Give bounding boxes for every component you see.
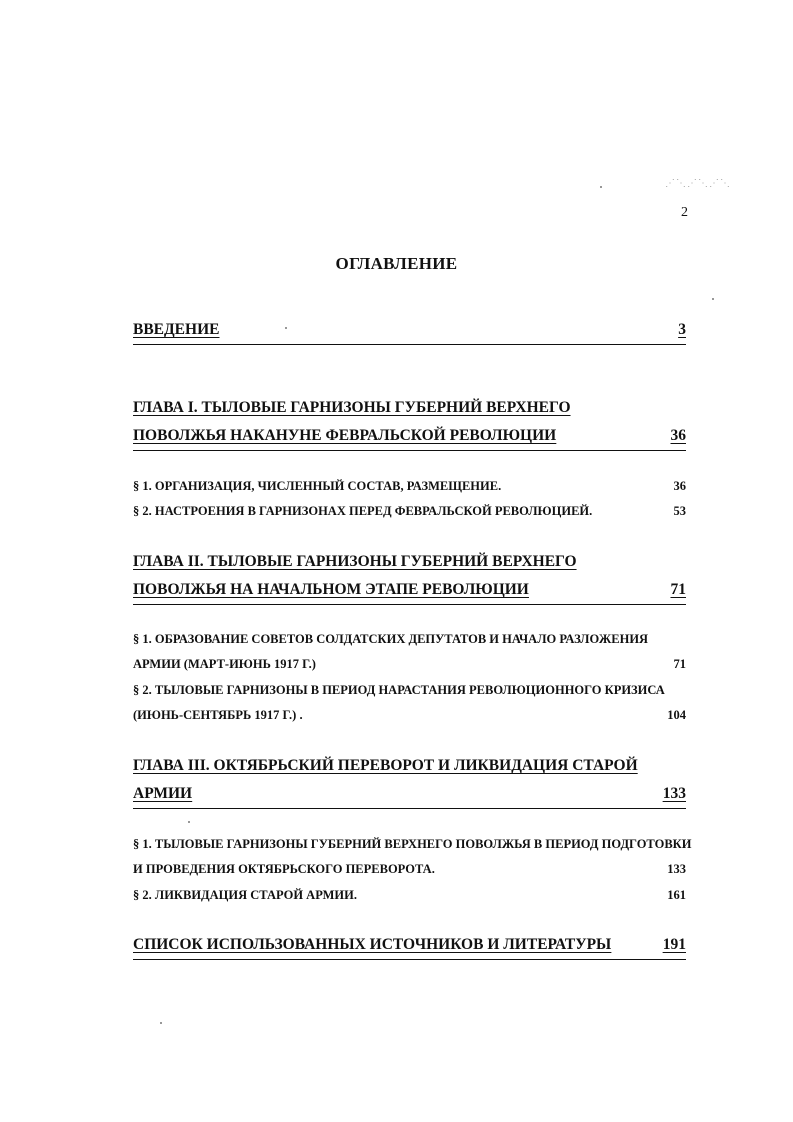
scan-speck <box>188 821 190 823</box>
chapter-page: 36 <box>670 427 686 444</box>
chapter-title-line: ПОВОЛЖЬЯ НА НАЧАЛЬНОМ ЭТАПЕ РЕВОЛЮЦИИ <box>133 581 529 598</box>
section-title-line: § 2. ТЫЛОВЫЕ ГАРНИЗОНЫ В ПЕРИОД НАРАСТАНИЯ РЕВОЛЮЦИОННОГО КРИЗИСА <box>133 683 665 697</box>
archive-stamp-smudge: ⋰⋱⋰⋱⋰⋱ <box>665 178 731 189</box>
section-title: § 2. НАСТРОЕНИЯ В ГАРНИЗОНАХ ПЕРЕД ФЕВРАЛЬСКОЙ РЕВОЛЮЦИЕЙ. <box>133 504 593 518</box>
toc-section-1-2[interactable] <box>133 499 686 524</box>
section-title: § 1. ОРГАНИЗАЦИЯ, ЧИСЛЕННЫЙ СОСТАВ, РАЗМЕЩЕНИЕ. <box>133 479 502 493</box>
section-title-line: § 1. ТЫЛОВЫЕ ГАРНИЗОНЫ ГУБЕРНИЙ ВЕРХНЕГО ПОВОЛЖЬЯ В ПЕРИОД ПОДГОТОВКИ <box>133 837 692 851</box>
toc-entry-introduction[interactable] <box>133 316 686 345</box>
toc-chapter-1[interactable] <box>133 394 686 451</box>
toc-section-1-1[interactable] <box>133 474 686 499</box>
section-title-line: И ПРОВЕДЕНИЯ ОКТЯБРЬСКОГО ПЕРЕВОРОТА. <box>133 862 435 876</box>
section-page: 104 <box>667 708 686 722</box>
chapter-title-line: ГЛАВА II. ТЫЛОВЫЕ ГАРНИЗОНЫ ГУБЕРНИЙ ВЕРХНЕГО <box>133 553 577 570</box>
section-page: 71 <box>673 657 686 671</box>
section-page: 133 <box>667 862 686 876</box>
section-page: 161 <box>667 888 686 902</box>
section-page: 53 <box>673 504 686 518</box>
chapter-title-line: ГЛАВА I. ТЫЛОВЫЕ ГАРНИЗОНЫ ГУБЕРНИЙ ВЕРХНЕГО <box>133 399 571 416</box>
page-title: ОГЛАВЛЕНИЕ <box>335 254 458 273</box>
toc-section-3-1[interactable] <box>133 832 692 882</box>
toc-section-2-2[interactable] <box>133 678 686 728</box>
scan-speck <box>160 1022 162 1024</box>
toc-entry-bibliography[interactable] <box>133 931 686 960</box>
scan-speck <box>712 298 714 300</box>
chapter-page: 71 <box>670 581 686 598</box>
toc-section-2-1[interactable] <box>133 627 686 677</box>
chapter-title-line: ПОВОЛЖЬЯ НАКАНУНЕ ФЕВРАЛЬСКОЙ РЕВОЛЮЦИИ <box>133 427 557 444</box>
section-title: § 2. ЛИКВИДАЦИЯ СТАРОЙ АРМИИ. <box>133 888 357 902</box>
section-title-line: АРМИИ (МАРТ-ИЮНЬ 1917 Г.) <box>133 657 316 671</box>
scan-speck <box>285 327 287 329</box>
toc-chapter-3[interactable] <box>133 752 686 809</box>
page-number: 2 <box>681 205 688 220</box>
toc-entry-label: ВВЕДЕНИЕ <box>133 321 220 338</box>
chapter-title-line: АРМИИ <box>133 785 193 802</box>
section-title-line: (ИЮНЬ-СЕНТЯБРЬ 1917 Г.) . <box>133 708 303 722</box>
toc-chapter-2[interactable] <box>133 548 686 605</box>
section-page: 36 <box>673 479 686 493</box>
section-title-line: § 1. ОБРАЗОВАНИЕ СОВЕТОВ СОЛДАТСКИХ ДЕПУТАТОВ И НАЧАЛО РАЗЛОЖЕНИЯ <box>133 632 649 646</box>
toc-entry-label: СПИСОК ИСПОЛЬЗОВАННЫХ ИСТОЧНИКОВ И ЛИТЕРАТУРЫ <box>133 936 612 953</box>
toc-entry-page: 191 <box>662 936 686 953</box>
chapter-title-line: ГЛАВА III. ОКТЯБРЬСКИЙ ПЕРЕВОРОТ И ЛИКВИДАЦИЯ СТАРОЙ <box>133 757 638 774</box>
chapter-page: 133 <box>662 785 686 802</box>
toc-section-3-2[interactable] <box>133 883 686 908</box>
toc-entry-page: 3 <box>678 321 686 338</box>
scan-speck <box>600 186 602 188</box>
